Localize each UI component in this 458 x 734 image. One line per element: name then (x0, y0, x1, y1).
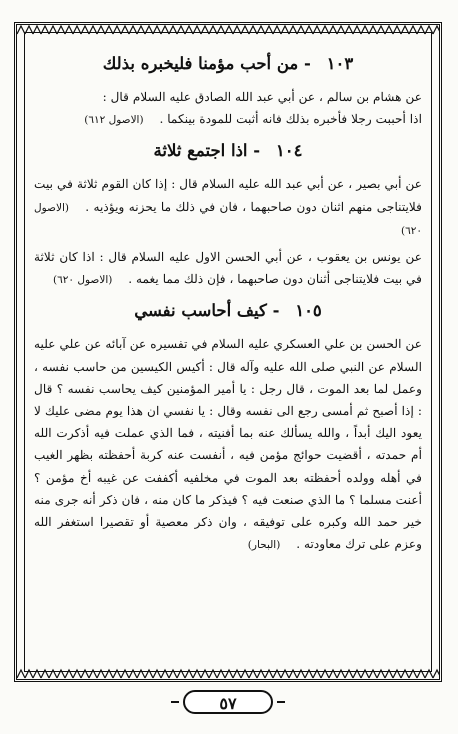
source-reference: (البحار) (247, 539, 281, 552)
section-number: ١٠٥ (295, 301, 322, 321)
section-number: ١٠٣ (326, 54, 354, 73)
paragraph: عن هشام بن سالم ، عن أبي عبد الله الصادق عليه السلام قال : (102, 90, 422, 104)
section-title: من أحب مؤمنا فليخبره بذلك (102, 54, 299, 73)
source-reference: (الاصول ٦٢٠) (34, 201, 422, 237)
section-105 (34, 299, 422, 556)
section-103 (34, 52, 422, 131)
section-heading: ١٠٤ - اذا اجتمع ثلاثة (153, 141, 303, 161)
bottom-ornament-border (17, 668, 439, 680)
paragraph-text: عن أبي بصير ، عن أبي عبد الله عليه السلام قال : إذا كان القوم ثلاثة في بيت فلايتناجى منهم اثنان دون صاحبهما ، فان في ذلك ما يحزنه ويؤذيه . (34, 177, 422, 214)
paragraph (34, 108, 422, 131)
paragraph-text: اذا أحببت رجلا فأخبره بذلك فانه أثبت للمودة بينكما . (159, 112, 422, 127)
source-reference: (الاصول ٦١٢) (84, 114, 144, 127)
section-104 (34, 139, 422, 291)
paragraph (34, 173, 422, 242)
source-reference: (الاصول ٦٢٠) (53, 274, 113, 287)
paragraph-text: عن الحسن بن علي العسكري عليه السلام في تفسيره عن آبائه عن علي عليه السلام عن النبي صلى الله عليه وآله قال : أكيس الكيسين من حاسب نفسه ، وعمل لما بعد الموت ، قال رجل : يا أمير المؤمنين كيف يحاسب نفسه ؟ قال : إذا أصبح ثم أمسى رجع الى نفسه وقال : يا نفسي ان هذا يوم مضى عليك لا يعود اليك أبداً ، والله يسألك عنه بما أفنيته ، فما الذي عملت فيه أذكرت الله أم حمدته ، أقضيت حوائج مؤمن فيه ، أنفست عنه كربة أحفظته بظهر الغيب في أهله وولده أحفظته بعد الموت في مخلفيه أكففت عن غيبه أخ مؤمن ؟ أعنت مسلما ؟ ما الذي صنعت فيه ؟ فيذكر ما كان منه ، فان ذكر أنه جرى منه خير حمد الله وكبره على توفيقه ، وان ذكر معصية أو تقصيرا استغفر الله وعزم على ترك معاودته . (34, 337, 422, 552)
page-number: ٥٧ (183, 690, 273, 714)
paragraph-text: عن يونس بن يعقوب ، عن أبي الحسن الاول عليه السلام قال : اذا كان ثلاثة في بيت فلايتناجى أثنان دون صاحبهما ، فإن ذلك مما يغمه . (34, 250, 422, 287)
section-number: ١٠٤ (275, 141, 303, 161)
page-content (34, 44, 422, 664)
paragraph (34, 333, 422, 556)
section-heading: ١٠٥ - كيف أحاسب نفسي (134, 301, 322, 321)
section-heading: ١٠٣ - من أحب مؤمنا فليخبره بذلك (102, 54, 354, 73)
top-ornament-border (17, 24, 439, 36)
section-title: اذا اجتمع ثلاثة (153, 141, 248, 161)
section-title: كيف أحاسب نفسي (134, 301, 267, 321)
paragraph (34, 246, 422, 291)
